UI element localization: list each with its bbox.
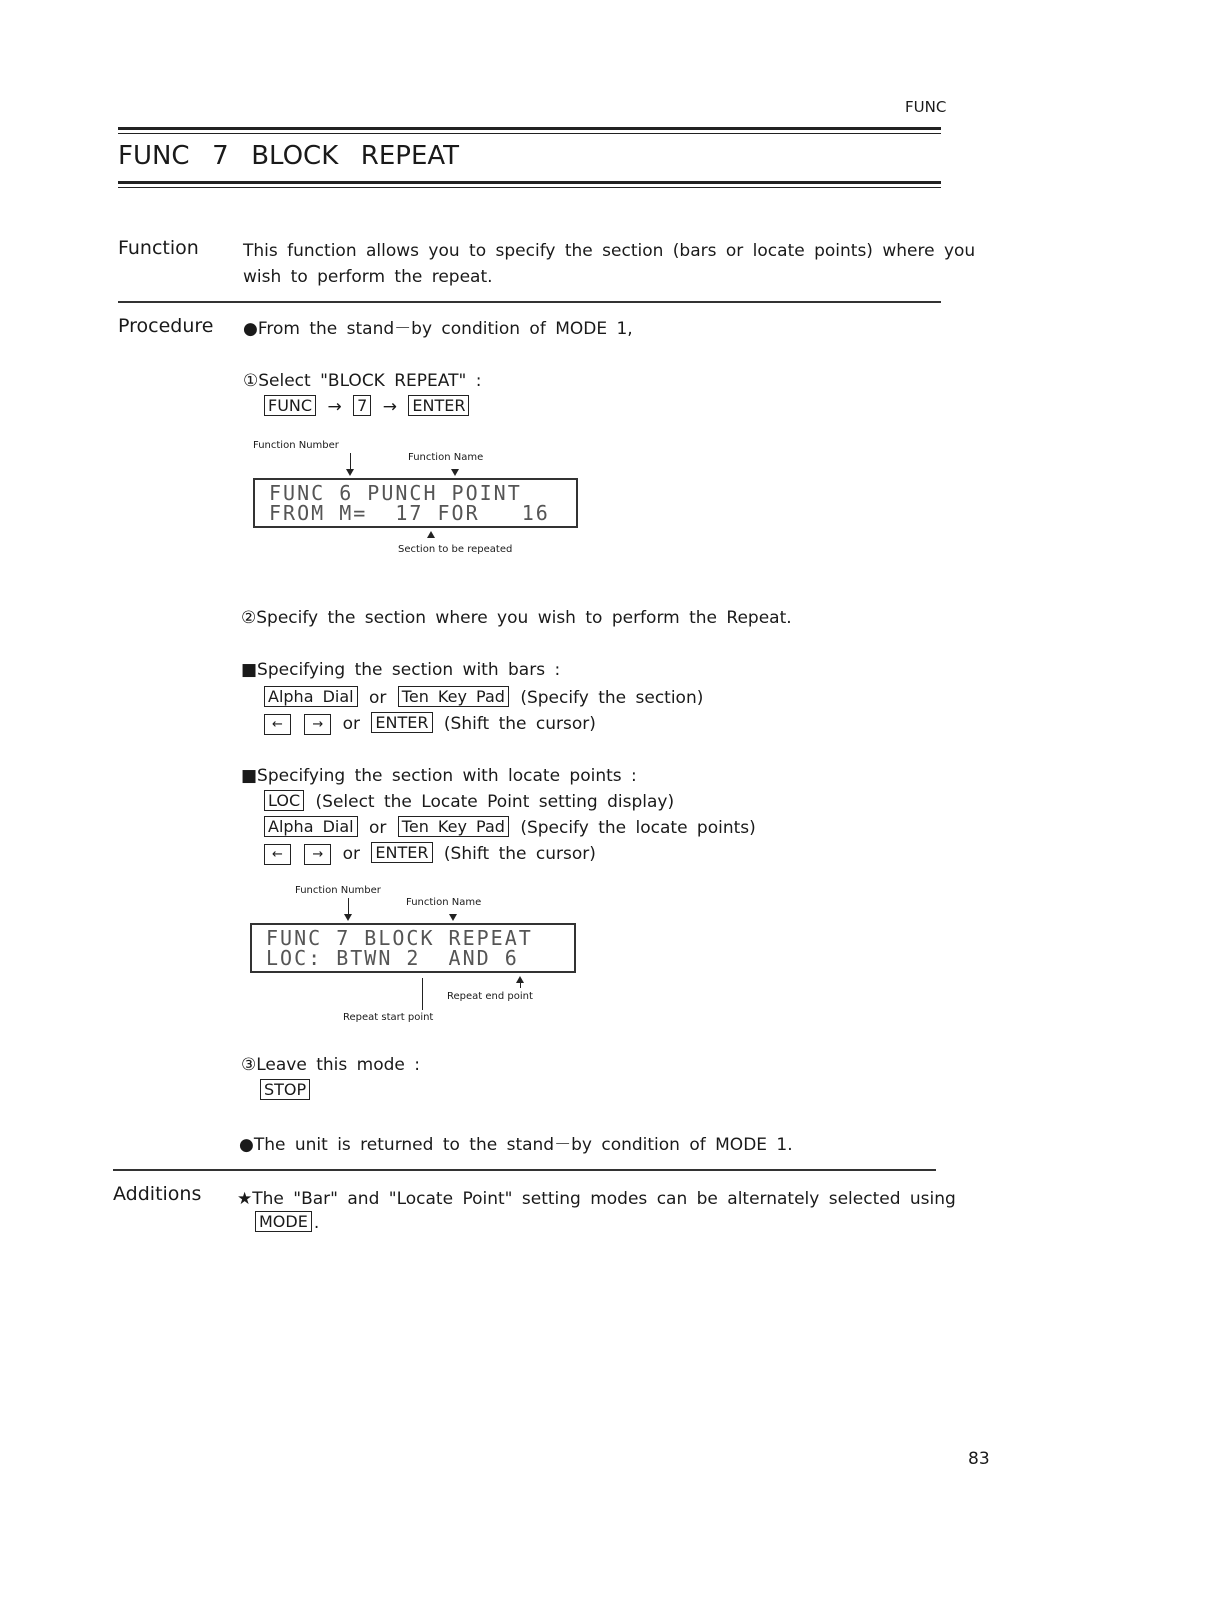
procedure-label: Procedure [118,315,214,337]
loc-key: LOC [264,790,304,811]
step1-text: ①Select "BLOCK REPEAT" : [243,371,482,391]
function-line-2: wish to perform the repeat. [243,267,493,287]
pointer-line [348,898,349,914]
function-number-label: Function Number [295,885,381,896]
lcd-display-2 [250,923,576,973]
function-name-label: Function Name [406,897,482,908]
alpha-dial-key: Alpha Dial [264,686,358,707]
or-text: or [369,818,387,838]
pointer-line [422,978,423,1010]
step3-keys [258,1078,312,1104]
lcd-line-2: FROM M= 17 FOR 16 [269,501,550,525]
procedure-intro: ●From the stand－by condition of MODE 1, [243,319,633,339]
section-divider [118,301,941,303]
additions-label: Additions [113,1183,202,1205]
seven-key: 7 [353,395,371,416]
arrow-down-icon [344,914,352,921]
arrow-icon: → [382,397,397,417]
alpha-dial-key: Alpha Dial [264,816,358,837]
enter-key: ENTER [408,395,469,416]
arrow-down-icon [449,914,457,921]
locate-cursor-row [262,841,596,867]
or-text: or [342,714,361,734]
locate-specify-row [262,815,756,841]
arrow-icon: → [327,397,342,417]
specify-note: (Specify the locate points) [520,818,756,838]
enter-key: ENTER [371,712,432,733]
ten-key-pad-key: Ten Key Pad [398,686,509,707]
loc-note: (Select the Locate Point setting display) [315,792,675,812]
step3-text: ③Leave this mode : [241,1055,420,1075]
func-key: FUNC [264,395,316,416]
bars-heading: ■Specifying the section with bars : [241,660,561,680]
or-text: or [369,688,387,708]
left-arrow-key: ← [264,714,291,735]
bars-specify-row [262,685,703,711]
mode-key: MODE [255,1211,312,1232]
function-number-label: Function Number [253,440,339,451]
locate-loc-row [262,789,674,815]
arrow-down-icon [451,469,459,476]
shift-note: (Shift the cursor) [443,844,596,864]
function-label: Function [118,237,199,259]
additions-line-1: ★The "Bar" and "Locate Point" setting modes can be alternately selected using [237,1189,956,1209]
arrow-down-icon [346,469,354,476]
right-arrow-key: → [304,844,331,865]
step2-text: ②Specify the section where you wish to perform the Repeat. [241,608,792,628]
arrow-up-icon [427,531,435,538]
enter-key: ENTER [371,842,432,863]
repeat-start-label: Repeat start point [343,1012,434,1023]
pointer-line [520,982,521,988]
procedure-outro: ●The unit is returned to the stand－by condition of MODE 1. [239,1135,793,1155]
section-divider [113,1169,936,1171]
lcd-line-1: FUNC 7 BLOCK REPEAT [266,926,533,950]
title-rule-top [118,127,941,134]
pointer-line [350,453,351,469]
left-arrow-key: ← [264,844,291,865]
section-tag: FUNC [905,98,947,116]
repeat-end-label: Repeat end point [447,991,533,1002]
lcd-display-1 [253,478,578,528]
stop-key: STOP [260,1079,310,1100]
shift-note: (Shift the cursor) [443,714,596,734]
lcd-line-2: LOC: BTWN 2 AND 6 [266,946,519,970]
right-arrow-key: → [304,714,331,735]
section-repeated-label: Section to be repeated [398,544,513,555]
title-rule-bottom [118,181,941,188]
bars-cursor-row [262,711,596,737]
function-name-label: Function Name [408,452,484,463]
page-title: FUNC 7 BLOCK REPEAT [118,141,460,171]
additions-line-2 [253,1210,319,1236]
function-line-1: This function allows you to specify the section (bars or locate points) where you [243,241,976,261]
page-number: 83 [968,1449,990,1469]
ten-key-pad-key: Ten Key Pad [398,816,509,837]
or-text: or [342,844,361,864]
locate-heading: ■Specifying the section with locate points : [241,766,637,786]
period-text: . [313,1213,320,1233]
step1-keys [262,394,471,420]
specify-note: (Specify the section) [520,688,704,708]
lcd-line-1: FUNC 6 PUNCH POINT [269,481,522,505]
